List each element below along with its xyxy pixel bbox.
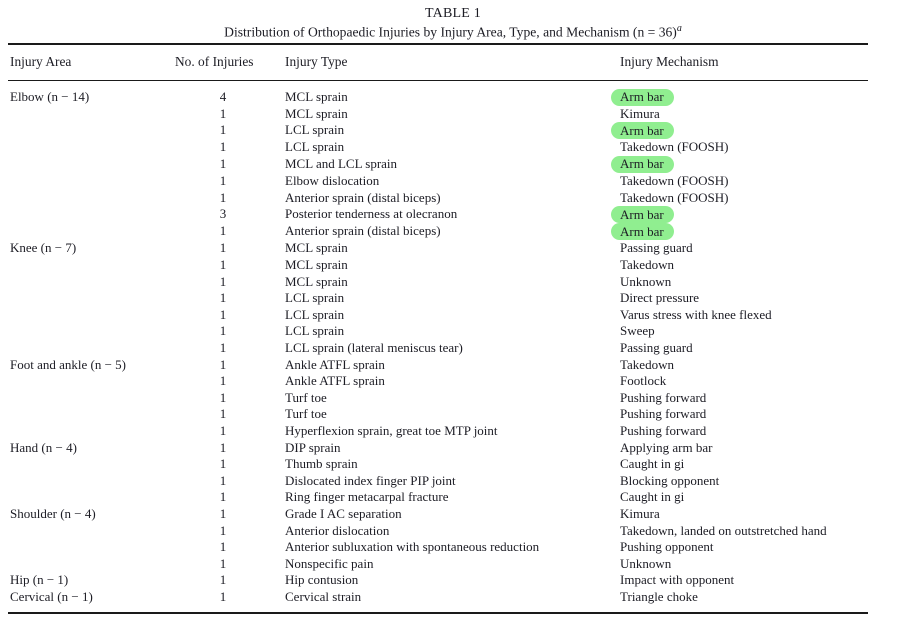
table-row (8, 506, 868, 523)
injury-type-cell: Ankle ATFL sprain (285, 356, 385, 372)
table-row (8, 240, 868, 257)
injury-mechanism-text: Applying arm bar (620, 439, 713, 455)
injury-count-cell: 1 (219, 323, 227, 339)
injury-type-cell: Elbow dislocation (285, 173, 380, 189)
injury-mechanism-cell (620, 572, 868, 589)
injury-mechanism-cell (620, 473, 868, 490)
injury-type-cell: Anterior sprain (distal biceps) (285, 189, 441, 205)
injury-type-cell: Dislocated index finger PIP joint (285, 472, 456, 488)
injury-mechanism-cell (620, 190, 868, 207)
injury-mechanism-text: Impact with opponent (620, 572, 735, 588)
table-row (8, 274, 868, 291)
injury-mechanism-cell (620, 139, 868, 156)
injury-type-cell: LCL sprain (285, 323, 345, 339)
injury-mechanism-text: Sweep (620, 323, 655, 339)
injury-mechanism-cell (620, 357, 868, 374)
injury-mechanism-text: Triangle choke (620, 588, 698, 604)
injury-area-cell (8, 274, 175, 291)
injury-mechanism-text: Kimura (620, 505, 660, 521)
injury-mechanism-cell (620, 589, 868, 606)
injury-area-cell: Foot and ankle (n − 5) (10, 356, 127, 372)
injury-mechanism-text: Arm bar (611, 89, 674, 106)
injury-mechanism-text: Unknown (620, 555, 672, 571)
injury-mechanism-cell (620, 323, 868, 340)
injury-type-cell: Turf toe (285, 389, 327, 405)
table-row (8, 323, 868, 340)
injury-mechanism-text: Arm bar (611, 122, 674, 139)
injury-mechanism-cell (620, 206, 868, 223)
injury-mechanism-cell (620, 290, 868, 307)
injury-mechanism-text: Arm bar (611, 156, 674, 173)
injury-count-cell: 1 (219, 539, 227, 555)
table-subtitle (0, 23, 906, 41)
injury-mechanism-text: Pushing forward (620, 422, 707, 438)
injury-type-cell: Cervical strain (285, 588, 362, 604)
injury-area-cell (8, 489, 175, 506)
table-row (8, 340, 868, 357)
injury-type-cell: Ring finger metacarpal fracture (285, 489, 449, 505)
injury-count-cell: 1 (219, 439, 227, 455)
injury-mechanism-text: Passing guard (620, 340, 693, 355)
injury-mechanism-text: Pushing opponent (620, 539, 714, 555)
injury-area-cell: Knee (n − 7) (10, 240, 77, 256)
injury-mechanism-cell (620, 307, 868, 324)
injury-table (8, 43, 868, 614)
injury-area-cell (8, 523, 175, 540)
injury-mechanism-cell (620, 373, 868, 390)
table-row (8, 440, 868, 457)
injury-area-cell (8, 206, 175, 223)
injury-area-cell (8, 340, 175, 357)
table-body (8, 81, 868, 612)
injury-area-cell (8, 106, 175, 123)
table-row (8, 473, 868, 490)
injury-mechanism-text: Varus stress with knee flexed (620, 306, 772, 322)
table-row (8, 373, 868, 390)
table-row (8, 290, 868, 307)
injury-area-cell (8, 456, 175, 473)
injury-mechanism-cell (620, 456, 868, 473)
injury-count-cell: 1 (219, 356, 227, 372)
injury-count-cell: 1 (219, 257, 227, 273)
injury-type-cell: LCL sprain (285, 290, 345, 306)
table-row (8, 539, 868, 556)
injury-mechanism-cell (620, 423, 868, 440)
injury-type-cell: Hyperflexion sprain, great toe MTP joint (285, 422, 498, 438)
injury-mechanism-cell (620, 274, 868, 291)
injury-mechanism-cell (620, 122, 868, 139)
injury-area-cell (8, 173, 175, 190)
injury-area-cell: Hand (n − 4) (10, 439, 77, 455)
injury-mechanism-cell (620, 89, 868, 106)
table-row (8, 173, 868, 190)
table-row (8, 456, 868, 473)
table-row (8, 156, 868, 173)
injury-type-cell: MCL sprain (285, 273, 348, 289)
injury-area-cell (8, 473, 175, 490)
table-row (8, 206, 868, 223)
table-row (8, 423, 868, 440)
injury-count-cell: 1 (219, 139, 227, 155)
injury-mechanism-cell (620, 440, 868, 457)
table-row (8, 139, 868, 156)
table-row (8, 357, 868, 374)
col-header-injury-type: Injury Type (285, 54, 348, 69)
injury-type-cell: LCL sprain (285, 122, 345, 138)
table-row (8, 106, 868, 123)
table-row (8, 589, 868, 606)
table-title: TABLE 1 (425, 6, 481, 21)
injury-mechanism-cell (620, 257, 868, 274)
injury-area-cell: Cervical (n − 1) (10, 588, 93, 604)
injury-type-cell: MCL sprain (285, 105, 348, 121)
injury-count-cell: 1 (219, 422, 227, 438)
injury-area-cell (8, 122, 175, 139)
injury-mechanism-text: Unknown (620, 273, 672, 289)
injury-mechanism-cell (620, 223, 868, 240)
injury-mechanism-text: Takedown (620, 257, 674, 273)
injury-type-cell: Turf toe (285, 406, 327, 422)
table-header-row (8, 45, 868, 80)
injury-mechanism-cell (620, 340, 868, 357)
injury-area-cell: Hip (n − 1) (10, 572, 69, 588)
injury-mechanism-text: Footlock (620, 373, 667, 389)
injury-type-cell: MCL sprain (285, 88, 348, 104)
injury-area-cell (8, 539, 175, 556)
injury-count-cell: 1 (219, 472, 227, 488)
injury-count-cell: 1 (219, 105, 227, 121)
injury-mechanism-text: Caught in gi (620, 456, 685, 472)
injury-type-cell: MCL and LCL sprain (285, 155, 398, 171)
injury-type-cell: Ankle ATFL sprain (285, 373, 385, 389)
injury-area-cell (8, 307, 175, 324)
table-row (8, 390, 868, 407)
col-header-injury-area: Injury Area (10, 54, 72, 69)
injury-mechanism-text: Takedown (FOOSH) (620, 173, 729, 189)
injury-mechanism-text: Pushing forward (620, 406, 707, 422)
injury-mechanism-text: Takedown, landed on outstretched hand (620, 522, 827, 538)
injury-count-cell: 1 (219, 489, 227, 505)
injury-area-cell: Elbow (n − 14) (10, 88, 90, 104)
table-row (8, 556, 868, 573)
table-row (8, 489, 868, 506)
injury-type-cell: DIP sprain (285, 439, 341, 455)
injury-mechanism-cell (620, 489, 868, 506)
injury-count-cell: 1 (219, 340, 227, 355)
injury-area-cell (8, 290, 175, 307)
table-row (8, 223, 868, 240)
injury-count-cell: 1 (219, 155, 227, 171)
injury-mechanism-cell (620, 556, 868, 573)
injury-mechanism-text: Direct pressure (620, 290, 700, 306)
injury-mechanism-text: Arm bar (611, 206, 674, 223)
injury-area-cell (8, 406, 175, 423)
injury-count-cell: 1 (219, 189, 227, 205)
footnote-marker: a (676, 23, 682, 34)
injury-type-cell: Nonspecific pain (285, 555, 374, 571)
injury-count-cell: 1 (219, 173, 227, 189)
injury-type-cell: Anterior sprain (distal biceps) (285, 223, 441, 239)
injury-area-cell: Shoulder (n − 4) (10, 505, 96, 521)
injury-area-cell (8, 156, 175, 173)
col-header-no-of-injuries: No. of Injuries (175, 54, 254, 69)
injury-count-cell: 1 (219, 122, 227, 138)
injury-mechanism-text: Takedown (620, 356, 674, 372)
injury-count-cell: 1 (219, 456, 227, 472)
injury-area-cell (8, 556, 175, 573)
injury-mechanism-cell (620, 106, 868, 123)
injury-count-cell: 1 (219, 273, 227, 289)
injury-mechanism-text: Blocking opponent (620, 472, 720, 488)
injury-area-cell (8, 139, 175, 156)
injury-type-cell: MCL sprain (285, 240, 348, 256)
table-row (8, 190, 868, 207)
injury-area-cell (8, 423, 175, 440)
injury-count-cell: 1 (219, 522, 227, 538)
bottom-rule (8, 612, 868, 614)
table-row (8, 406, 868, 423)
injury-count-cell: 3 (219, 206, 227, 222)
injury-mechanism-cell (620, 406, 868, 423)
injury-count-cell: 1 (219, 223, 227, 239)
injury-type-cell: Anterior dislocation (285, 522, 390, 538)
table-row (8, 257, 868, 274)
injury-area-cell (8, 323, 175, 340)
table-row (8, 523, 868, 540)
injury-count-cell: 1 (219, 505, 227, 521)
injury-count-cell: 1 (219, 306, 227, 322)
injury-count-cell: 1 (219, 588, 227, 604)
table-row (8, 122, 868, 139)
injury-mechanism-cell (620, 156, 868, 173)
injury-mechanism-text: Pushing forward (620, 389, 707, 405)
subtitle-text: Distribution of Orthopaedic Injuries by Injury Area, Type, and Mechanism (n = 36) (224, 24, 677, 40)
col-header-injury-mechanism: Injury Mechanism (620, 54, 719, 69)
injury-area-cell (8, 373, 175, 390)
injury-count-cell: 1 (219, 240, 227, 256)
injury-type-cell: Thumb sprain (285, 456, 358, 472)
injury-type-cell: LCL sprain (285, 306, 345, 322)
injury-mechanism-cell (620, 390, 868, 407)
injury-count-cell: 1 (219, 373, 227, 389)
injury-count-cell: 1 (219, 572, 227, 588)
injury-type-cell: Grade I AC separation (285, 505, 402, 521)
injury-mechanism-text: Caught in gi (620, 489, 685, 505)
injury-type-cell: LCL sprain (lateral meniscus tear) (285, 340, 463, 355)
injury-count-cell: 1 (219, 389, 227, 405)
injury-type-cell: Hip contusion (285, 572, 359, 588)
table-row (8, 89, 868, 106)
injury-area-cell (8, 223, 175, 240)
injury-count-cell: 4 (219, 88, 227, 104)
injury-count-cell: 1 (219, 290, 227, 306)
injury-count-cell: 1 (219, 406, 227, 422)
injury-mechanism-cell (620, 523, 868, 540)
injury-type-cell: Posterior tenderness at olecranon (285, 206, 458, 222)
injury-mechanism-text: Takedown (FOOSH) (620, 139, 729, 155)
injury-area-cell (8, 190, 175, 207)
injury-mechanism-cell (620, 539, 868, 556)
injury-mechanism-cell (620, 506, 868, 523)
injury-area-cell (8, 257, 175, 274)
injury-mechanism-cell (620, 173, 868, 190)
injury-mechanism-text: Arm bar (611, 223, 674, 240)
injury-mechanism-text: Takedown (FOOSH) (620, 189, 729, 205)
injury-count-cell: 1 (219, 555, 227, 571)
injury-type-cell: Anterior subluxation with spontaneous reduction (285, 539, 540, 555)
injury-type-cell: MCL sprain (285, 257, 348, 273)
injury-area-cell (8, 390, 175, 407)
injury-mechanism-cell (620, 240, 868, 257)
table-row (8, 572, 868, 589)
injury-mechanism-text: Kimura (620, 105, 660, 121)
table-row (8, 307, 868, 324)
injury-mechanism-text: Passing guard (620, 240, 693, 256)
injury-type-cell: LCL sprain (285, 139, 345, 155)
